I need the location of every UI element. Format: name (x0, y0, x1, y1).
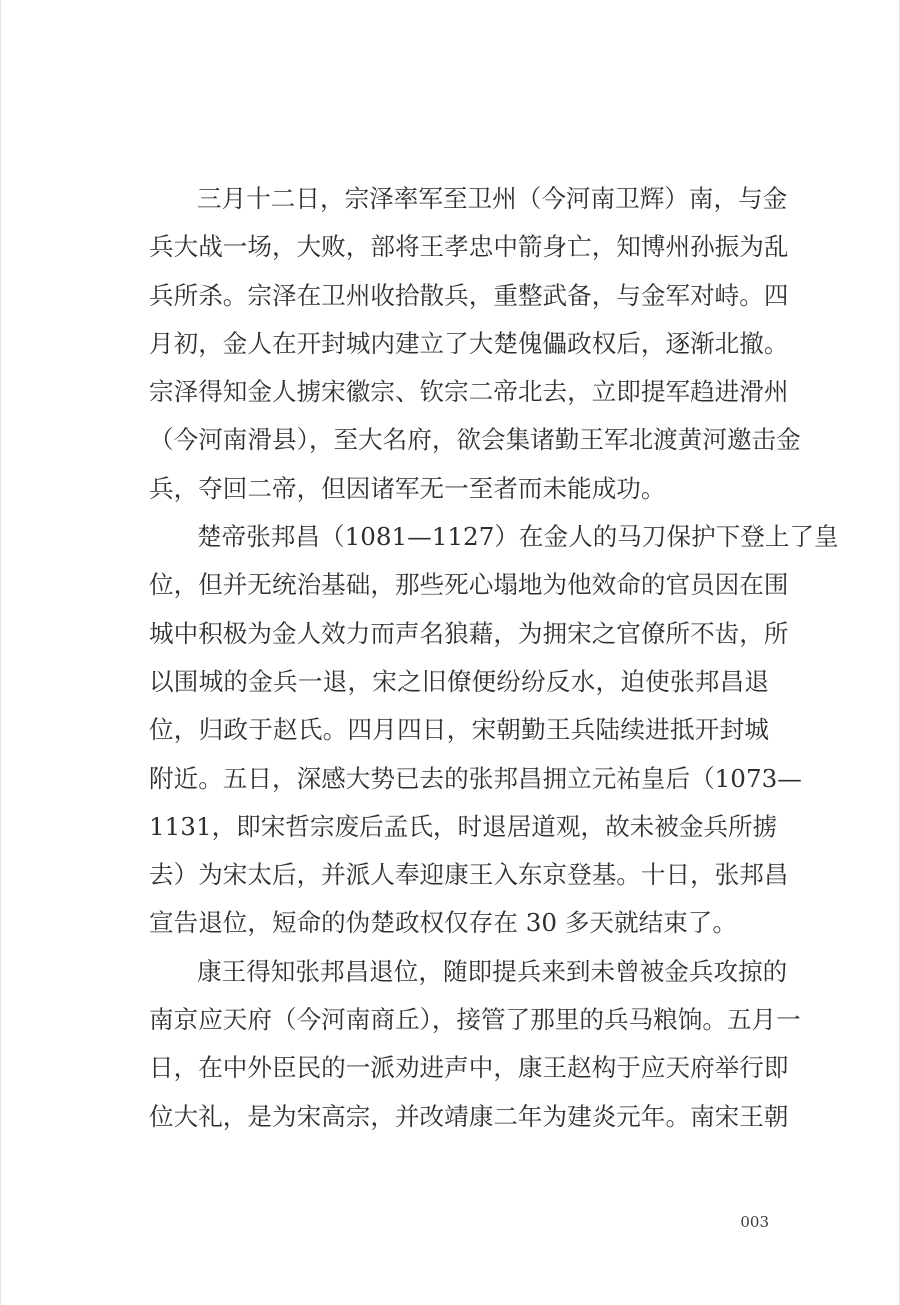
text-line: 1131，即宋哲宗废后孟氏，时退居道观，故未被金兵所掳 (149, 811, 778, 841)
text-line: 宗泽得知金人掳宋徽宗、钦宗二帝北去，立即提军趋进滑州 (149, 377, 789, 407)
text-line: （今河南滑县），至大名府，欲会集诸勤王军北渡黄河邀击金 (149, 425, 801, 455)
text-line: 去）为宋太后，并派人奉迎康王入东京登基。十日，张邦昌 (149, 860, 789, 890)
text-line: 宣告退位，短命的伪楚政权仅存在 30 多天就结束了。 (149, 908, 737, 938)
text-line: 兵大战一场，大败，部将王孝忠中箭身亡，知博州孙振为乱 (149, 232, 789, 262)
text-line: 位，归政于赵氏。四月四日，宋朝勤王兵陆续进抵开封城 (149, 715, 769, 745)
text-line: 兵，夺回二帝，但因诸军无一至者而未能成功。 (149, 473, 666, 503)
text-line: 位大礼，是为宋高宗，并改靖康二年为建炎元年。南宋王朝 (149, 1101, 789, 1131)
text-line: 城中积极为金人效力而声名狼藉，为拥宋之官僚所不齿，所 (149, 618, 789, 648)
text-line: 楚帝张邦昌（1081—1127）在金人的马刀保护下登上了皇 (197, 522, 839, 552)
text-line: 三月十二日，宗泽率军至卫州（今河南卫辉）南，与金 (197, 184, 788, 213)
text-line: 以围城的金兵一退，宋之旧僚便纷纷反水，迫使张邦昌退 (149, 666, 769, 696)
text-line: 月初，金人在开封城内建立了大楚傀儡政权后，逐渐北撤。 (149, 328, 789, 358)
paragraph-1 (149, 175, 801, 513)
paragraph-3 (149, 948, 801, 1141)
body-text (149, 175, 839, 1141)
text-line: 兵所杀。宗泽在卫州收拾散兵，重整武备，与金军对峙。四 (149, 280, 789, 310)
text-line: 康王得知张邦昌退位，随即提兵来到未曾被金兵攻掠的 (197, 956, 788, 986)
text-line: 位，但并无统治基础，那些死心塌地为他效命的官员因在围 (149, 570, 789, 600)
text-line: 附近。五日，深感大势已去的张邦昌拥立元祐皇后（1073— (149, 763, 802, 793)
text-line: 南京应天府（今河南商丘），接管了那里的兵马粮饷。五月一 (149, 1005, 801, 1035)
text-line: 日，在中外臣民的一派劝进声中，康王赵构于应天府举行即 (149, 1053, 789, 1083)
paragraph-2 (149, 513, 839, 948)
page-number: 003 (740, 1213, 769, 1231)
